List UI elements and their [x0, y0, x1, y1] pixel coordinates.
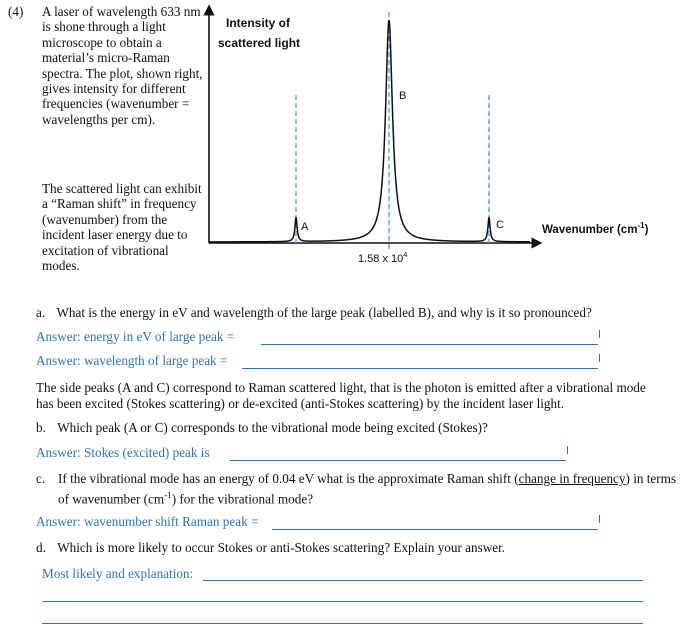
peak-label-a: A: [301, 221, 309, 233]
question-a-text: What is the energy in eV and wavelength of the large peak (labelled B), and why is it so pronounced?: [56, 305, 592, 320]
center-tick-label: 1.58 x $10^4$: [358, 250, 408, 265]
problem-intro-2: The scattered light can exhibit a “Raman shift” in frequency (wavenumber) from the incident laser energy due to excitation of vibrational modes.: [42, 181, 202, 274]
answer-a-energy-label: Answer: energy in eV of large peak =: [36, 329, 235, 344]
question-a: [36, 305, 676, 321]
question-a-letter: a.: [36, 305, 46, 320]
question-b: [36, 420, 676, 436]
answer-d-label: Most likely and explanation:: [42, 566, 194, 581]
answer-b-cursor: [567, 446, 568, 454]
question-b-text: Which peak (A or C) corresponds to the vibrational mode being excited (Stokes)?: [57, 420, 488, 435]
question-b-letter: b.: [36, 420, 46, 435]
problem-number: (4): [8, 4, 24, 19]
answer-c-cursor: [599, 515, 600, 523]
x-axis-label: Wavenumber $(cm^{-1})$: [542, 221, 649, 236]
answer-a-energy-field[interactable]: [261, 344, 598, 345]
y-axis-label-1: Intensity of: [226, 16, 291, 30]
question-d: [36, 540, 676, 556]
y-axis-label-2: scattered light: [218, 36, 301, 50]
answer-a-wavelength-field[interactable]: [242, 368, 598, 369]
side-peaks-note: The side peaks (A and C) correspond to Raman scattered light, that is the photon is emitted after a vibrational mode has been excited (Stokes scattering) or de-excited (anti-Stokes scattering) by the incident laser light.: [36, 380, 646, 411]
peak-label-c: C: [496, 219, 504, 231]
answer-a-energy-cursor: [599, 330, 600, 338]
question-c-letter: c.: [36, 471, 46, 486]
problem-intro-text: A laser of wavelength 633 nm is shone through a light microscope to obtain a material’s micro-Raman spectra. The plot, shown right, gives intensity for different frequencies (wavenumber = wavelengths per cm).: [42, 4, 203, 127]
question-d-text: Which is more likely to occur Stokes or anti-Stokes scattering? Explain your answer.: [57, 540, 506, 555]
answer-d-line-2[interactable]: [42, 601, 643, 602]
question-d-letter: d.: [36, 540, 46, 555]
peak-label-b: B: [399, 90, 407, 102]
answer-d-line-1[interactable]: [203, 580, 643, 581]
answer-b-label: Answer: Stokes (excited) peak is: [36, 445, 210, 460]
question-c-text: If the vibrational mode has an energy of 0.04 eV what is the approximate Raman shift (change in frequency) in terms of wavenumber $(cm^{-1})$ for the vibrational mode?: [58, 471, 677, 507]
answer-c-field[interactable]: [272, 529, 598, 530]
answer-d-line-3[interactable]: [42, 623, 643, 624]
raman-spectrum-chart: [0, 0, 700, 280]
answer-a-wavelength-label: Answer: wavelength of large peak =: [36, 353, 228, 368]
answer-c-label: Answer: wavenumber shift Raman peak =: [36, 514, 259, 529]
answer-a-wavelength-cursor: [599, 354, 600, 362]
answer-b-field[interactable]: [230, 460, 566, 461]
spectrum-line: [209, 20, 530, 242]
